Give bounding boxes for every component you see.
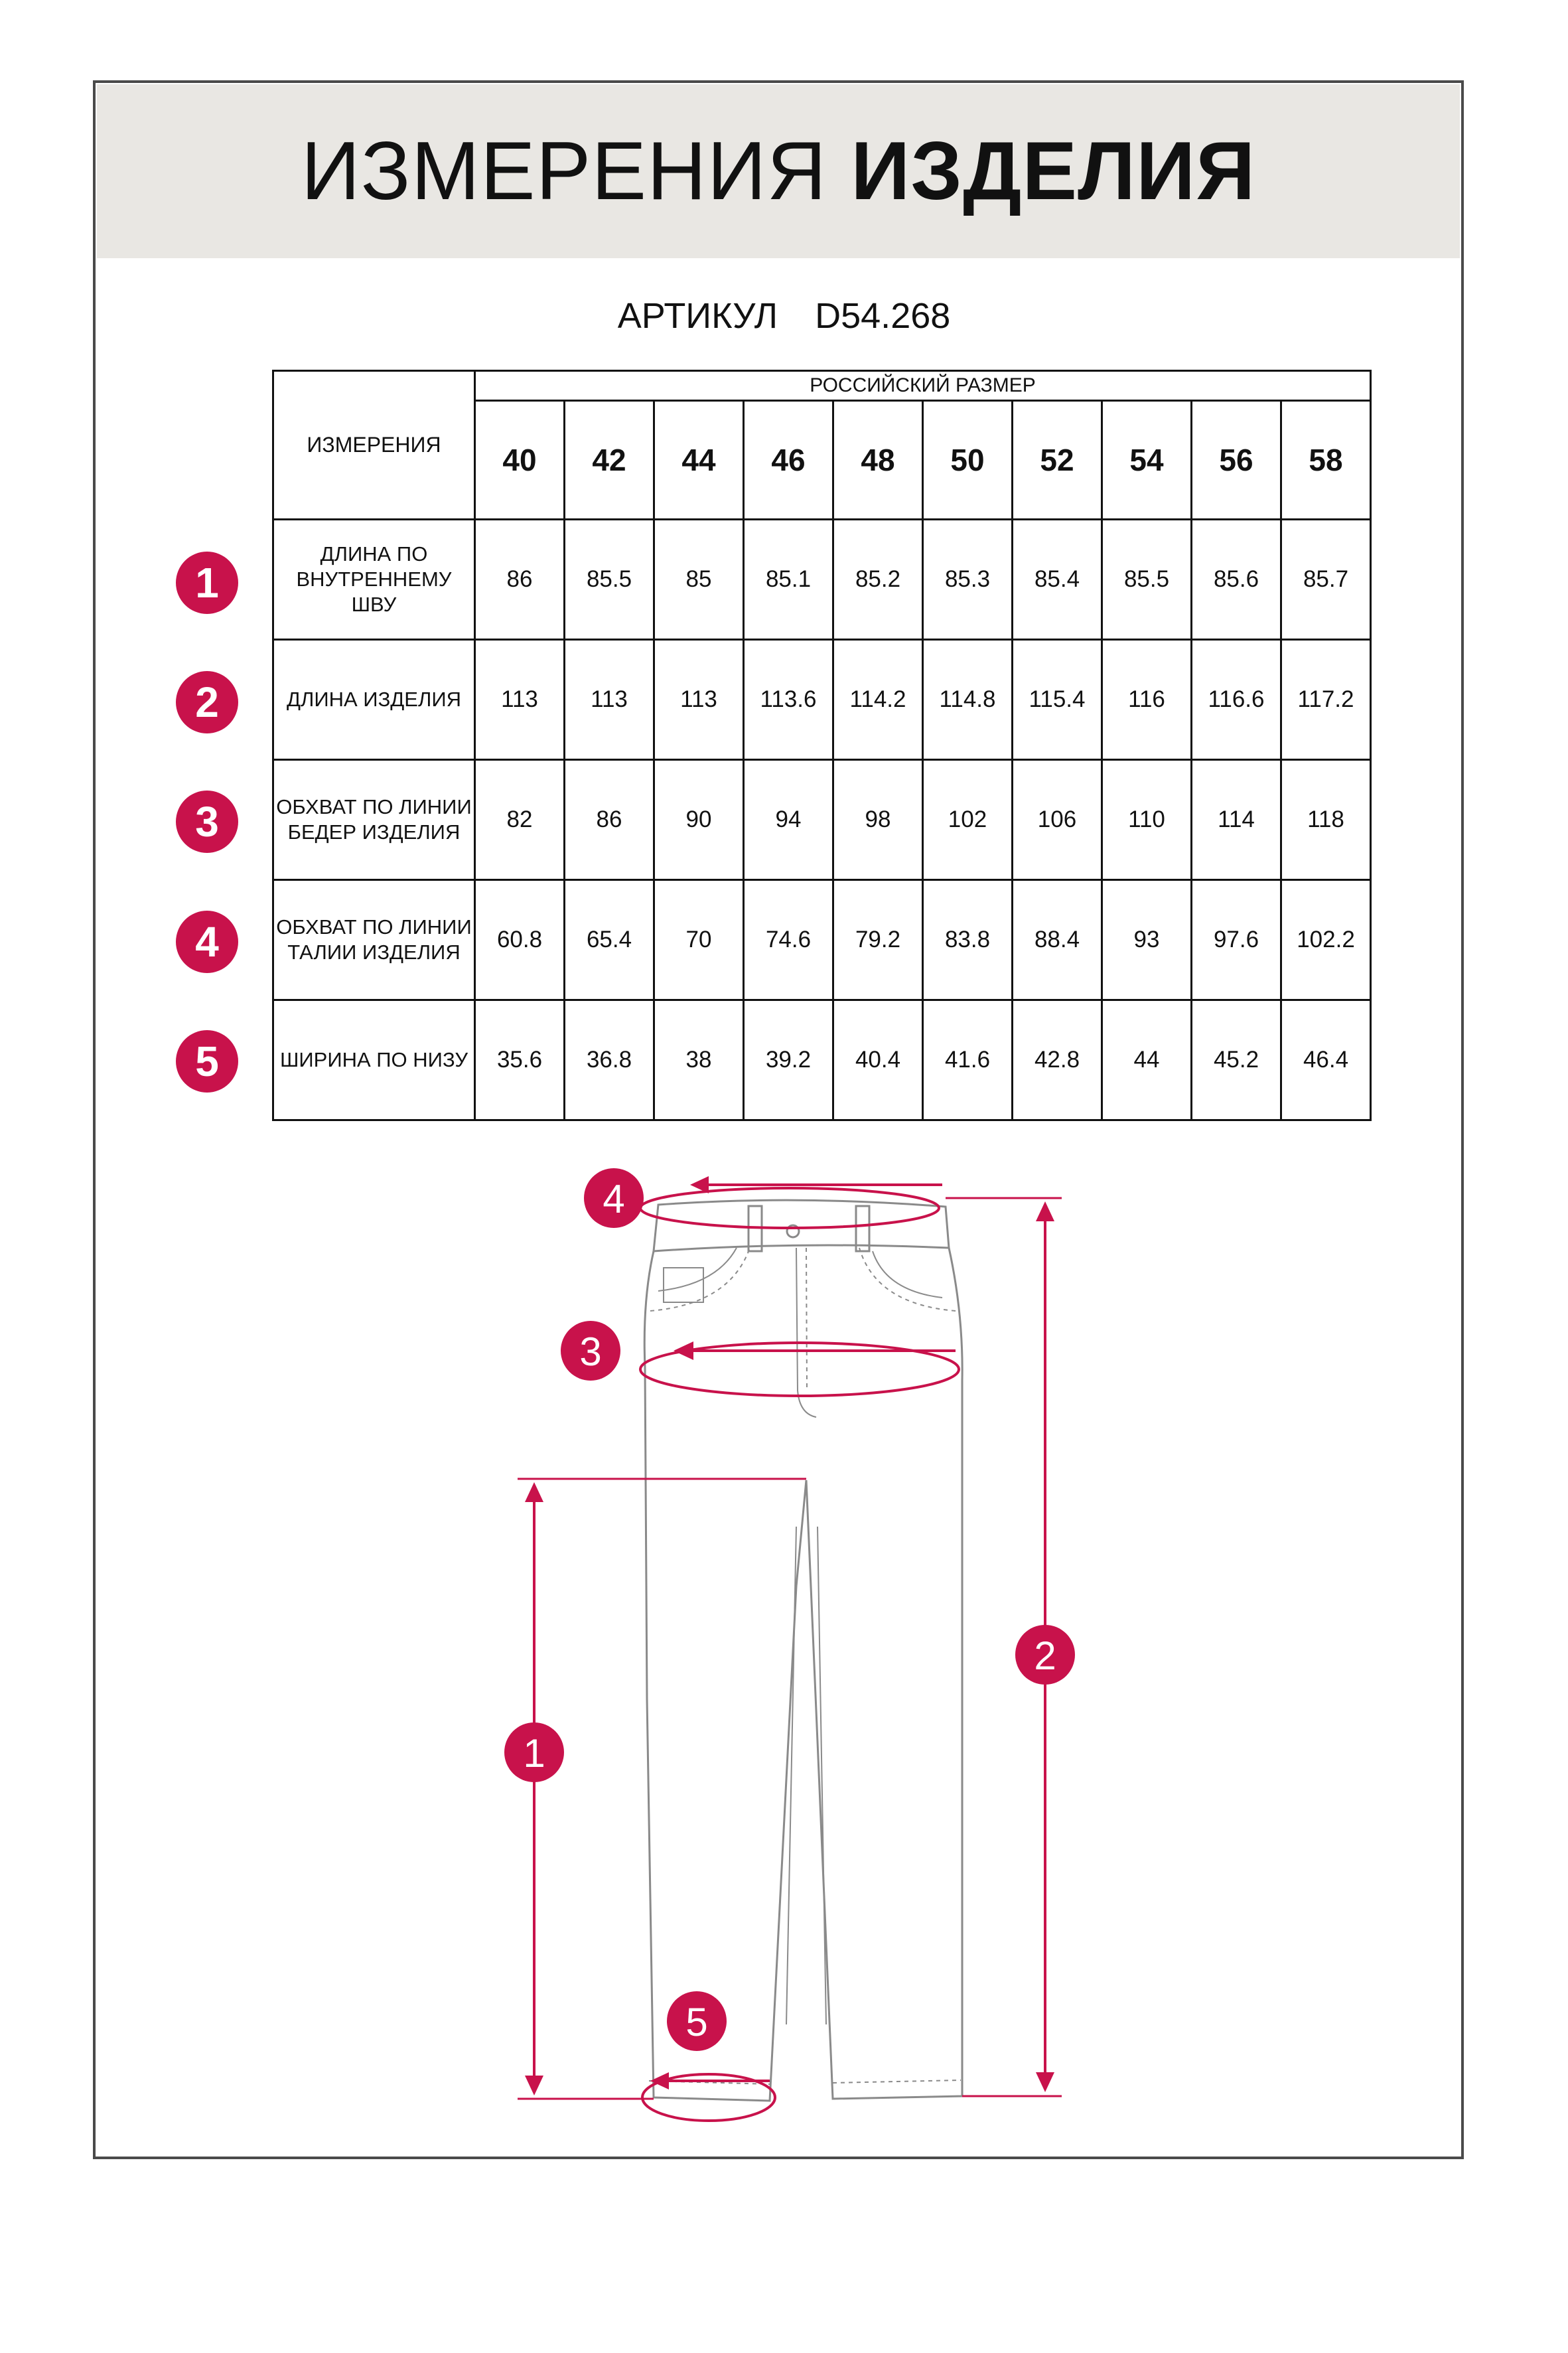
value-cell: 82 <box>475 760 565 880</box>
row-badge-5: 5 <box>176 1030 238 1093</box>
size-44: 44 <box>654 401 744 520</box>
value-cell: 70 <box>654 880 744 1000</box>
value-cell: 102 <box>923 760 1013 880</box>
value-cell: 42.8 <box>1013 1000 1102 1120</box>
value-cell: 85.5 <box>1102 520 1192 640</box>
size-58: 58 <box>1281 401 1371 520</box>
value-cell: 113 <box>654 640 744 760</box>
value-cell: 86 <box>565 760 654 880</box>
value-cell: 85.2 <box>833 520 923 640</box>
row-badge-4: 4 <box>176 911 238 973</box>
svg-text:1: 1 <box>523 1731 545 1776</box>
value-cell: 36.8 <box>565 1000 654 1120</box>
value-cell: 35.6 <box>475 1000 565 1120</box>
size-48: 48 <box>833 401 923 520</box>
value-cell: 40.4 <box>833 1000 923 1120</box>
value-cell: 83.8 <box>923 880 1013 1000</box>
value-cell: 39.2 <box>744 1000 833 1120</box>
title-light: ИЗМЕРЕНИЯ <box>301 125 827 217</box>
value-cell: 45.2 <box>1192 1000 1281 1120</box>
row-badge-1: 1 <box>176 552 238 614</box>
value-cell: 97.6 <box>1192 880 1281 1000</box>
value-cell: 46.4 <box>1281 1000 1371 1120</box>
value-cell: 90 <box>654 760 744 880</box>
value-cell: 116 <box>1102 640 1192 760</box>
value-cell: 85 <box>654 520 744 640</box>
value-cell: 114 <box>1192 760 1281 880</box>
value-cell: 60.8 <box>475 880 565 1000</box>
measure-header: ИЗМЕРЕНИЯ <box>273 371 475 520</box>
size-52: 52 <box>1013 401 1102 520</box>
value-cell: 44 <box>1102 1000 1192 1120</box>
size-group-header: РОССИЙСКИЙ РАЗМЕР <box>475 371 1371 401</box>
diagram-markers <box>504 1168 1075 2051</box>
diagram-marker-3 <box>561 1321 620 1381</box>
size-40: 40 <box>475 401 565 520</box>
svg-text:3: 3 <box>579 1329 602 1374</box>
measurement-lines <box>518 1176 1062 2121</box>
diagram-marker-2 <box>1015 1625 1075 1685</box>
row-label: ДЛИНА ПО ВНУТРЕННЕМУ ШВУ <box>273 520 475 640</box>
value-cell: 110 <box>1102 760 1192 880</box>
value-cell: 114.2 <box>833 640 923 760</box>
value-cell: 116.6 <box>1192 640 1281 760</box>
row-label: ОБХВАТ ПО ЛИНИИ ТАЛИИ ИЗДЕЛИЯ <box>273 880 475 1000</box>
value-cell: 117.2 <box>1281 640 1371 760</box>
value-cell: 65.4 <box>565 880 654 1000</box>
size-56: 56 <box>1192 401 1281 520</box>
pants-outline <box>644 1200 962 2101</box>
value-cell: 38 <box>654 1000 744 1120</box>
svg-text:2: 2 <box>1034 1633 1056 1678</box>
value-cell: 79.2 <box>833 880 923 1000</box>
value-cell: 94 <box>744 760 833 880</box>
value-cell: 115.4 <box>1013 640 1102 760</box>
value-cell: 106 <box>1013 760 1102 880</box>
value-cell: 88.4 <box>1013 880 1102 1000</box>
value-cell: 114.8 <box>923 640 1013 760</box>
value-cell: 85.1 <box>744 520 833 640</box>
diagram-marker-4 <box>584 1168 644 1228</box>
value-cell: 85.5 <box>565 520 654 640</box>
value-cell: 98 <box>833 760 923 880</box>
row-label: ДЛИНА ИЗДЕЛИЯ <box>273 640 475 760</box>
row-label: ОБХВАТ ПО ЛИНИИ БЕДЕР ИЗДЕЛИЯ <box>273 760 475 880</box>
value-cell: 85.6 <box>1192 520 1281 640</box>
value-cell: 113 <box>565 640 654 760</box>
value-cell: 74.6 <box>744 880 833 1000</box>
value-cell: 113 <box>475 640 565 760</box>
value-cell: 85.3 <box>923 520 1013 640</box>
title-bold: ИЗДЕЛИЯ <box>851 125 1256 217</box>
value-cell: 85.4 <box>1013 520 1102 640</box>
value-cell: 113.6 <box>744 640 833 760</box>
value-cell: 118 <box>1281 760 1371 880</box>
value-cell: 93 <box>1102 880 1192 1000</box>
article-label: АРТИКУЛ <box>617 296 778 336</box>
size-42: 42 <box>565 401 654 520</box>
value-cell: 86 <box>475 520 565 640</box>
diagram-marker-1 <box>504 1722 564 1782</box>
size-50: 50 <box>923 401 1013 520</box>
size-54: 54 <box>1102 401 1192 520</box>
article-code: D54.268 <box>815 296 951 336</box>
diagram-marker-5 <box>667 1991 727 2051</box>
row-badge-3: 3 <box>176 791 238 853</box>
value-cell: 85.7 <box>1281 520 1371 640</box>
svg-text:5: 5 <box>685 2000 708 2044</box>
value-cell: 41.6 <box>923 1000 1013 1120</box>
svg-text:4: 4 <box>603 1177 625 1221</box>
value-cell: 102.2 <box>1281 880 1371 1000</box>
row-label: ШИРИНА ПО НИЗУ <box>273 1000 475 1120</box>
size-46: 46 <box>744 401 833 520</box>
row-badge-2: 2 <box>176 671 238 733</box>
